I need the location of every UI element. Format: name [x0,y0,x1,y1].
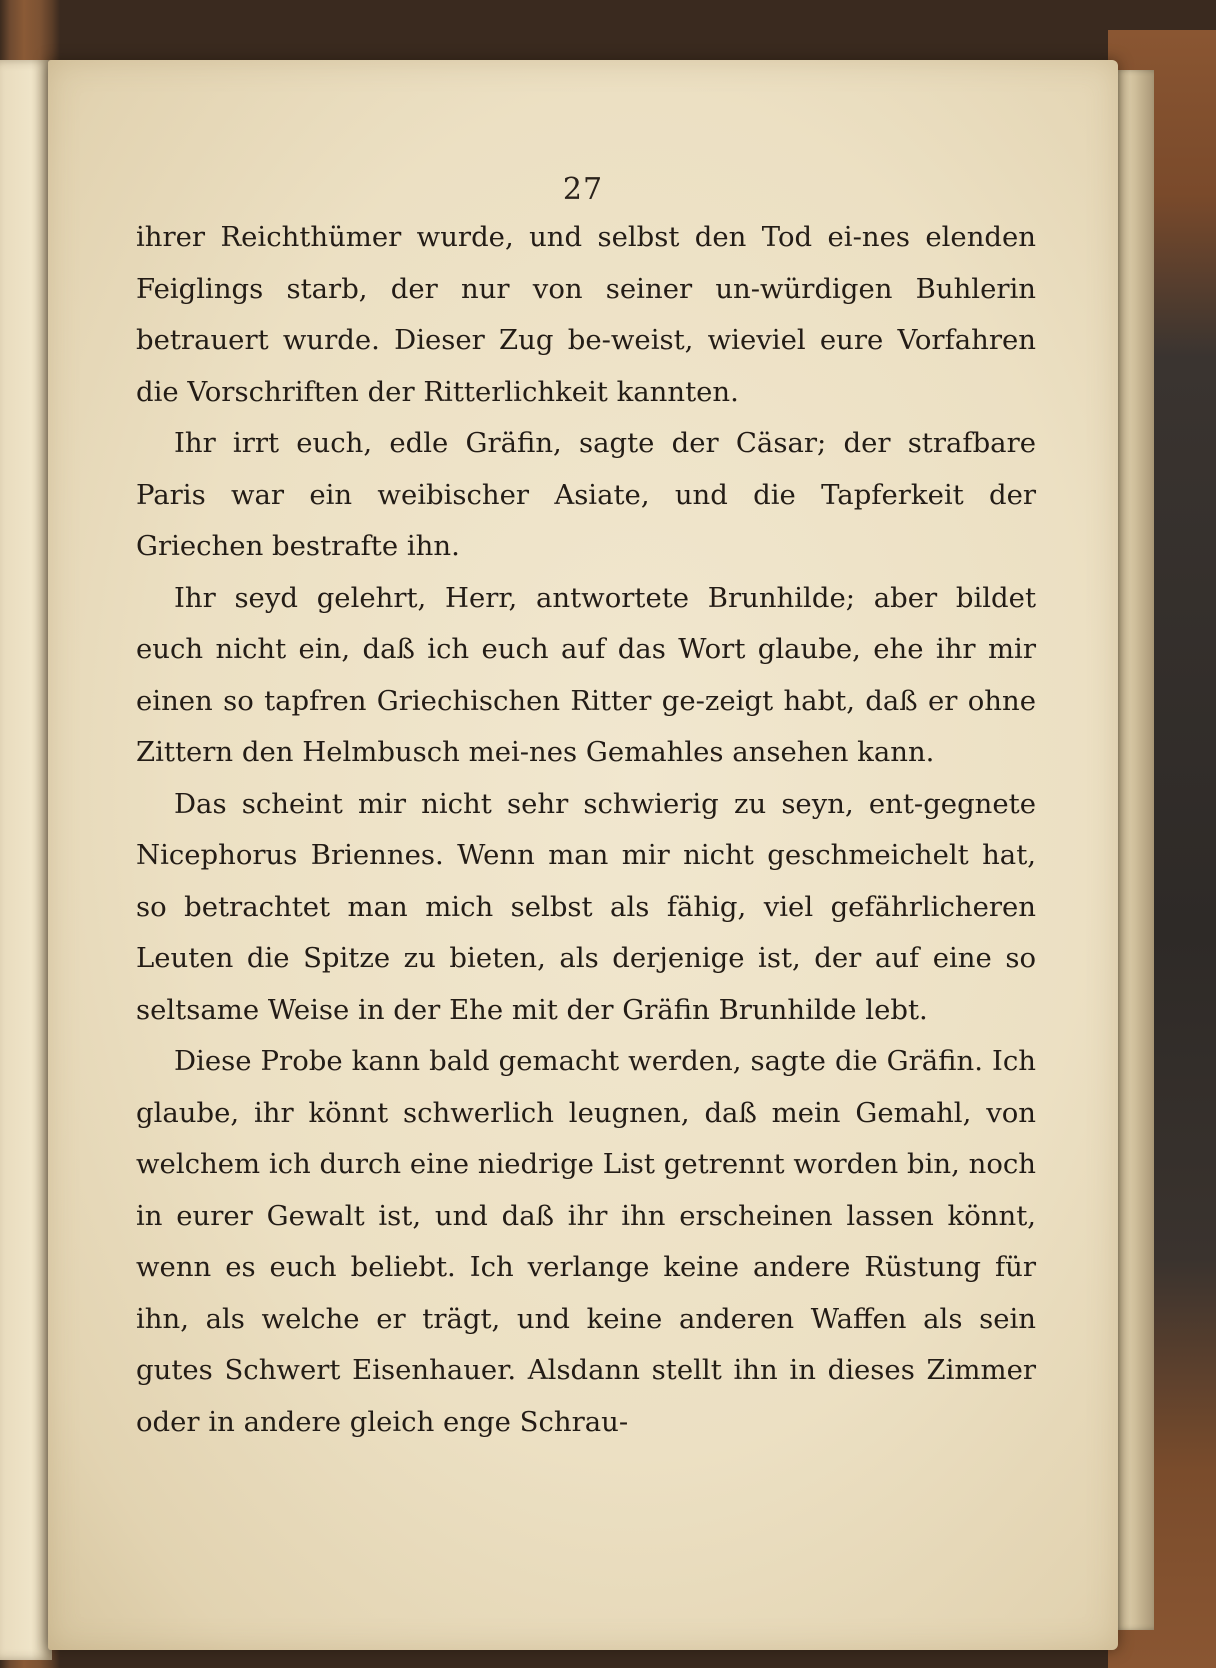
facing-page-edge [0,60,52,1660]
paragraph: ihrer Reichthümer wurde, und selbst den Tod ei-nes elenden Feiglings starb, der nur von seiner un-würdigen Buhlerin betrauert wurde. Dieser Zug be-weist, wieviel eure Vorfahren die Vorschriften der Ritterlichkeit kannten. [136,221,1036,408]
page-number: 27 [562,172,604,207]
page-text [136,212,1036,1448]
paragraph: Ihr seyd gelehrt, Herr, antwortete Brunhilde; aber bildet euch nicht ein, daß ich euch auf das Wort glaube, ehe ihr mir einen so tapfren Griechischen Ritter ge-zeigt habt, daß er ohne Zittern den Helmbusch mei-nes Gemahles ansehen kann. [136,581,1036,768]
paragraph: Das scheint mir nicht sehr schwierig zu seyn, ent-gegnete Nicephorus Briennes. Wenn man mir nicht geschmeichelt hat, so betrachtet man mich selbst als fähig, viel gefährlicheren Leuten die Spitze zu bieten, als derjenige ist, der auf eine so seltsame Weise in der Ehe mit der Gräfin Brunhilde lebt. [136,787,1036,1026]
book-page [48,60,1118,1650]
paragraph: Diese Probe kann bald gemacht werden, sagte die Gräfin. Ich glaube, ihr könnt schwerlich leugnen, daß mein Gemahl, von welchem ich durch eine niedrige List getrennt worden bin, noch in eurer Gewalt ist, und daß ihr ihn erscheinen lassen könnt, wenn es euch beliebt. Ich verlange keine andere Rüstung für ihn, als welche er trägt, und keine anderen Waffen als sein gutes Schwert Eisenhauer. Alsdann stellt ihn in dieses Zimmer oder in andere gleich enge Schrau- [136,1045,1036,1438]
book-cover-edge [1108,30,1216,1668]
paragraph: Ihr irrt euch, edle Gräfin, sagte der Cäsar; der strafbare Paris war ein weibischer Asiate, und die Tapferkeit der Griechen bestrafte ihn. [136,427,1036,562]
